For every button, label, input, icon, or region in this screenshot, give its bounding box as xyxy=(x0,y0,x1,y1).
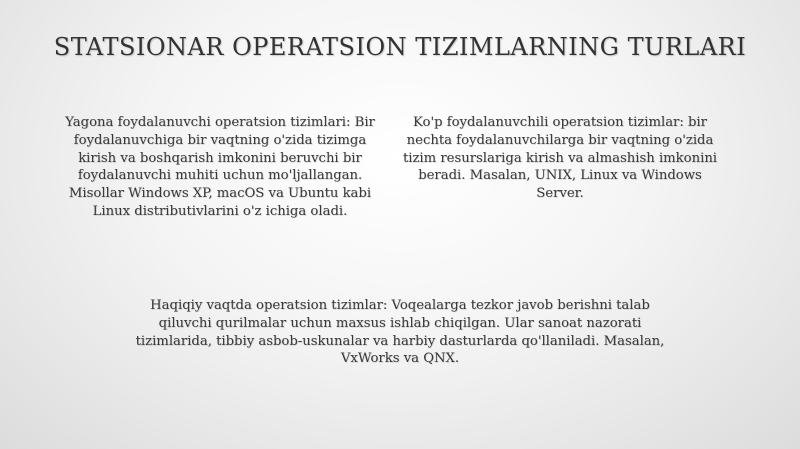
single-user-os-text: Yagona foydalanuvchi operatsion tizimlari: Bir foydalanuvchiga bir vaqtning o'zida tizimga kirish va boshqarish imkonini beruvchi bir foydalanuvchi muhiti uchun mo'ljallangan. Misollar Windows XP, macOS va Ubuntu kabi Linux distributivlarini o'z ichiga oladi. xyxy=(65,115,375,219)
real-time-os-text: Haqiqiy vaqtda operatsion tizimlar: Voqealarga tezkor javob berishni talab qiluvchi qurilmalar uchun maxsus ishlab chiqilgan. Ular sanoat nazorati tizimlarida, tibbiy asbob-uskunalar va harbiy dasturlarda qo'llaniladi. Masalan, VxWorks va QNX. xyxy=(135,298,665,367)
slide-title: STATSIONAR OPERATSION TIZIMLARNING TURLARI xyxy=(53,33,747,61)
multi-user-os-text: Ko'p foydalanuvchili operatsion tizimlar: bir nechta foydalanuvchilarga bir vaqtning o'zida tizim resurslariga kirish va almashish imkonini beradi. Masalan, UNIX, Linux va Windows Server. xyxy=(402,115,718,202)
